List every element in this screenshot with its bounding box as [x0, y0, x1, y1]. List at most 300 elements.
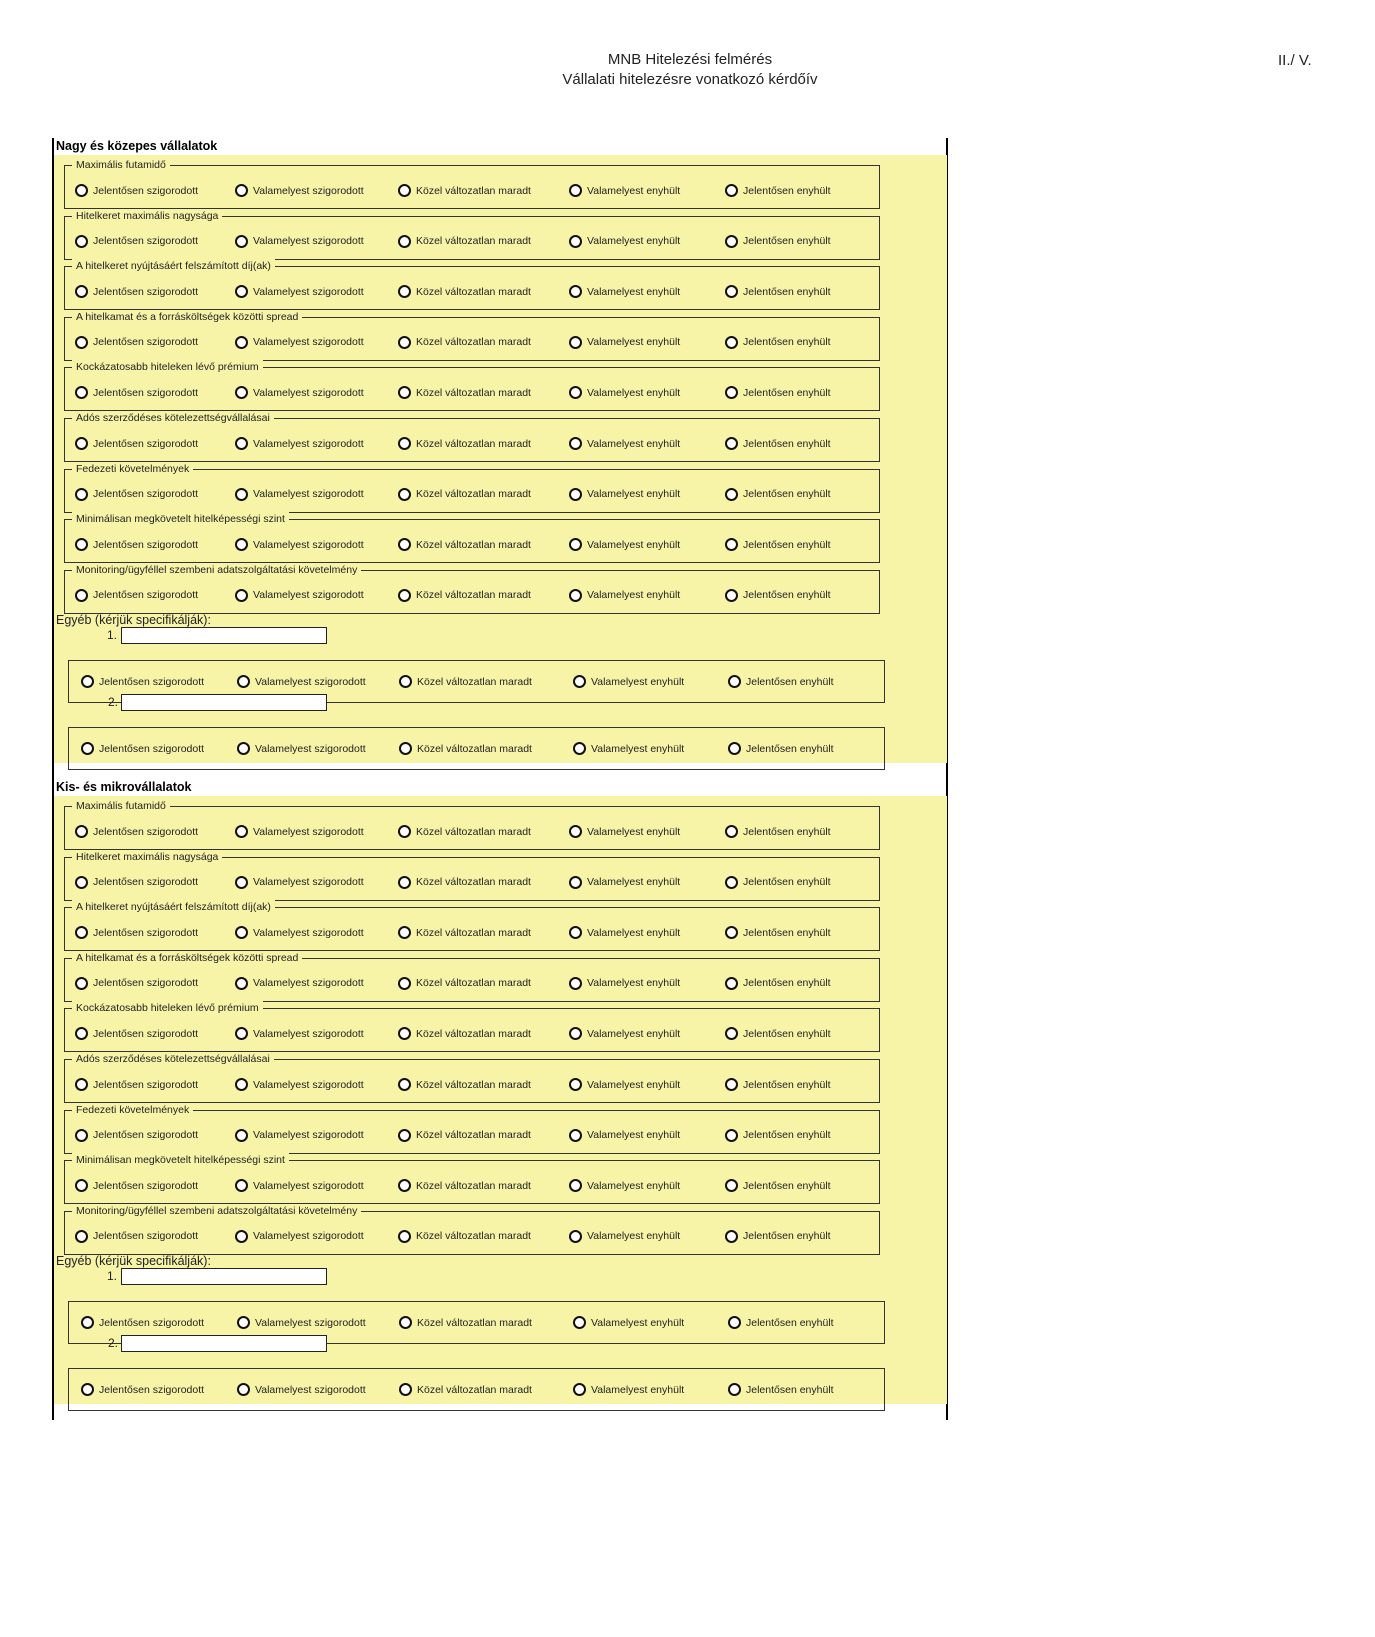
radio-label: Jelentősen enyhült — [743, 1027, 831, 1040]
radio-circle-icon[interactable] — [569, 285, 582, 298]
radio-circle-icon[interactable] — [569, 1230, 582, 1243]
radio-option[interactable] — [399, 742, 532, 755]
radio-option[interactable] — [81, 675, 204, 688]
radio-circle-icon[interactable] — [725, 1129, 738, 1142]
radio-option[interactable] — [398, 825, 531, 838]
radio-circle-icon[interactable] — [235, 488, 248, 501]
radio-option[interactable] — [235, 538, 364, 551]
radio-label: Valamelyest szigorodott — [253, 876, 364, 889]
radio-circle-icon[interactable] — [235, 926, 248, 939]
radio-option[interactable] — [569, 977, 680, 990]
radio-circle-icon[interactable] — [569, 437, 582, 450]
radio-option[interactable] — [235, 386, 364, 399]
radio-option[interactable] — [569, 1179, 680, 1192]
radio-option[interactable] — [569, 1078, 680, 1091]
radio-circle-icon[interactable] — [398, 876, 411, 889]
radio-option[interactable] — [75, 1027, 198, 1040]
radio-circle-icon[interactable] — [569, 825, 582, 838]
criterion-group — [64, 1002, 880, 1052]
radio-circle-icon[interactable] — [728, 1383, 741, 1396]
radio-label: Jelentősen enyhült — [743, 538, 831, 551]
radio-option[interactable] — [725, 285, 831, 298]
radio-option[interactable] — [725, 336, 831, 349]
radio-option[interactable] — [725, 589, 831, 602]
radio-option[interactable] — [725, 977, 831, 990]
radio-option[interactable] — [398, 235, 531, 248]
radio-circle-icon[interactable] — [75, 589, 88, 602]
radio-label: Valamelyest enyhült — [587, 926, 681, 939]
radio-circle-icon[interactable] — [398, 589, 411, 602]
radio-circle-icon[interactable] — [75, 1129, 88, 1142]
radio-label: Jelentősen enyhült — [746, 742, 834, 755]
radio-circle-icon[interactable] — [569, 977, 582, 990]
criterion-group — [64, 462, 880, 513]
radio-label: Valamelyest szigorodott — [253, 538, 364, 551]
radio-circle-icon[interactable] — [81, 1383, 94, 1396]
radio-circle-icon[interactable] — [725, 1027, 738, 1040]
radio-circle-icon[interactable] — [237, 742, 250, 755]
radio-option[interactable] — [75, 437, 198, 450]
radio-option[interactable] — [75, 977, 198, 990]
radio-label: Valamelyest enyhült — [587, 488, 681, 501]
radio-label: Jelentősen szigorodott — [93, 1078, 199, 1091]
radio-option[interactable] — [75, 926, 198, 939]
radio-option[interactable] — [398, 336, 531, 349]
radio-circle-icon[interactable] — [398, 285, 411, 298]
radio-circle-icon[interactable] — [235, 1179, 248, 1192]
radio-option[interactable] — [569, 336, 680, 349]
radio-circle-icon[interactable] — [235, 876, 248, 889]
radio-option[interactable] — [725, 386, 831, 399]
radio-label: Valamelyest szigorodott — [255, 1316, 366, 1329]
radio-circle-icon[interactable] — [725, 336, 738, 349]
radio-circle-icon[interactable] — [75, 386, 88, 399]
radio-label: Valamelyest enyhült — [587, 1129, 681, 1142]
radio-label: Valamelyest enyhült — [587, 1027, 681, 1040]
radio-circle-icon[interactable] — [725, 1179, 738, 1192]
radio-circle-icon[interactable] — [573, 1383, 586, 1396]
radio-circle-icon[interactable] — [237, 1383, 250, 1396]
radio-label: Valamelyest szigorodott — [253, 184, 364, 197]
radio-option[interactable] — [237, 742, 366, 755]
radio-option[interactable] — [398, 184, 531, 197]
radio-option[interactable] — [235, 1129, 364, 1142]
radio-circle-icon[interactable] — [728, 742, 741, 755]
radio-label: Jelentősen enyhült — [743, 825, 831, 838]
radio-option[interactable] — [235, 926, 364, 939]
radio-label: Jelentősen szigorodott — [93, 977, 199, 990]
radio-circle-icon[interactable] — [235, 235, 248, 248]
radio-circle-icon[interactable] — [569, 184, 582, 197]
criterion-label: Adós szerződéses kötelezettségvállalásai — [72, 1052, 274, 1066]
survey-subtitle: Vállalati hitelezésre vonatkozó kérdőív — [562, 71, 818, 88]
radio-circle-icon[interactable] — [75, 538, 88, 551]
radio-circle-icon[interactable] — [398, 538, 411, 551]
radio-circle-icon[interactable] — [725, 926, 738, 939]
radio-circle-icon[interactable] — [235, 1230, 248, 1243]
radio-circle-icon[interactable] — [725, 386, 738, 399]
radio-circle-icon[interactable] — [728, 675, 741, 688]
criterion-group — [64, 800, 880, 850]
criterion-label: Kockázatosabb hiteleken lévő prémium — [72, 360, 263, 374]
radio-option[interactable] — [725, 1027, 831, 1040]
radio-circle-icon[interactable] — [725, 1230, 738, 1243]
radio-option[interactable] — [398, 1078, 531, 1091]
radio-label: Valamelyest enyhült — [587, 1179, 681, 1192]
radio-label: Közel változatlan maradt — [416, 285, 531, 298]
radio-circle-icon[interactable] — [573, 742, 586, 755]
radio-option[interactable] — [235, 1027, 364, 1040]
radio-circle-icon[interactable] — [398, 386, 411, 399]
radio-label: Jelentősen szigorodott — [93, 1230, 199, 1243]
radio-option[interactable] — [398, 589, 531, 602]
radio-circle-icon[interactable] — [75, 1078, 88, 1091]
radio-option[interactable] — [398, 488, 531, 501]
radio-circle-icon[interactable] — [237, 675, 250, 688]
radio-option[interactable] — [75, 235, 198, 248]
radio-circle-icon[interactable] — [725, 184, 738, 197]
radio-circle-icon[interactable] — [81, 742, 94, 755]
radio-label: Jelentősen szigorodott — [93, 184, 199, 197]
radio-circle-icon[interactable] — [399, 1383, 412, 1396]
radio-label: Jelentősen szigorodott — [93, 488, 199, 501]
radio-option[interactable] — [569, 589, 680, 602]
radio-option[interactable] — [75, 538, 198, 551]
radio-circle-icon[interactable] — [569, 589, 582, 602]
radio-label: Valamelyest enyhült — [587, 538, 681, 551]
radio-option[interactable] — [235, 285, 364, 298]
radio-circle-icon[interactable] — [75, 1027, 88, 1040]
radio-label: Jelentősen szigorodott — [93, 825, 199, 838]
radio-circle-icon[interactable] — [569, 926, 582, 939]
radio-option[interactable] — [725, 488, 831, 501]
criterion-label: Kockázatosabb hiteleken lévő prémium — [72, 1001, 263, 1015]
radio-option[interactable] — [235, 1230, 364, 1243]
radio-option[interactable] — [569, 1129, 680, 1142]
radio-circle-icon[interactable] — [81, 675, 94, 688]
radio-option[interactable] — [573, 675, 684, 688]
radio-option[interactable] — [725, 235, 831, 248]
radio-option[interactable] — [237, 1383, 366, 1396]
radio-option[interactable] — [75, 488, 198, 501]
radio-option[interactable] — [235, 1179, 364, 1192]
radio-circle-icon[interactable] — [398, 1078, 411, 1091]
radio-label: Valamelyest enyhült — [587, 1078, 681, 1091]
radio-circle-icon[interactable] — [398, 336, 411, 349]
radio-option[interactable] — [398, 538, 531, 551]
radio-option[interactable] — [569, 926, 680, 939]
radio-circle-icon[interactable] — [235, 285, 248, 298]
radio-circle-icon[interactable] — [569, 235, 582, 248]
radio-circle-icon[interactable] — [235, 184, 248, 197]
radio-option[interactable] — [75, 589, 198, 602]
radio-label: Közel változatlan maradt — [417, 742, 532, 755]
radio-option[interactable] — [569, 386, 680, 399]
radio-label: Jelentősen szigorodott — [93, 589, 199, 602]
other-item-number: 1. — [107, 1269, 118, 1283]
radio-option[interactable] — [573, 742, 684, 755]
radio-circle-icon[interactable] — [725, 589, 738, 602]
criterion-group — [64, 1204, 880, 1255]
radio-circle-icon[interactable] — [237, 1316, 250, 1329]
radio-option[interactable] — [569, 876, 680, 889]
radio-option[interactable] — [81, 1316, 204, 1329]
radio-option[interactable] — [725, 1078, 831, 1091]
radio-circle-icon[interactable] — [75, 926, 88, 939]
radio-circle-icon[interactable] — [398, 1129, 411, 1142]
radio-label: Jelentősen szigorodott — [93, 437, 199, 450]
radio-option[interactable] — [573, 1316, 684, 1329]
radio-circle-icon[interactable] — [569, 876, 582, 889]
radio-label: Valamelyest enyhült — [587, 184, 681, 197]
radio-circle-icon[interactable] — [398, 235, 411, 248]
radio-label: Közel változatlan maradt — [417, 1316, 532, 1329]
radio-option[interactable] — [81, 1383, 204, 1396]
radio-circle-icon[interactable] — [398, 437, 411, 450]
radio-option[interactable] — [75, 285, 198, 298]
radio-circle-icon[interactable] — [725, 285, 738, 298]
radio-circle-icon[interactable] — [235, 589, 248, 602]
radio-option[interactable] — [75, 876, 198, 889]
radio-circle-icon[interactable] — [235, 1129, 248, 1142]
radio-option[interactable] — [725, 1129, 831, 1142]
radio-circle-icon[interactable] — [75, 336, 88, 349]
radio-circle-icon[interactable] — [569, 488, 582, 501]
radio-label: Valamelyest enyhült — [587, 876, 681, 889]
radio-option[interactable] — [728, 1383, 834, 1396]
radio-label: Jelentősen enyhült — [743, 1129, 831, 1142]
radio-circle-icon[interactable] — [399, 1316, 412, 1329]
radio-circle-icon[interactable] — [75, 1230, 88, 1243]
radio-circle-icon[interactable] — [75, 184, 88, 197]
other-text-input[interactable] — [121, 694, 327, 711]
radio-option[interactable] — [235, 1078, 364, 1091]
radio-label: Közel változatlan maradt — [416, 1179, 531, 1192]
other-item-number: 1. — [107, 628, 118, 642]
radio-label: Valamelyest enyhült — [587, 589, 681, 602]
radio-option[interactable] — [235, 235, 364, 248]
radio-option[interactable] — [728, 1316, 834, 1329]
radio-option[interactable] — [398, 386, 531, 399]
radio-circle-icon[interactable] — [398, 977, 411, 990]
radio-option[interactable] — [725, 538, 831, 551]
radio-circle-icon[interactable] — [75, 285, 88, 298]
radio-circle-icon[interactable] — [81, 1316, 94, 1329]
other-criterion-group — [68, 727, 885, 770]
radio-circle-icon[interactable] — [399, 675, 412, 688]
radio-circle-icon[interactable] — [569, 1027, 582, 1040]
radio-circle-icon[interactable] — [398, 926, 411, 939]
radio-option[interactable] — [398, 1230, 531, 1243]
radio-option[interactable] — [569, 538, 680, 551]
radio-circle-icon[interactable] — [398, 825, 411, 838]
radio-option[interactable] — [569, 488, 680, 501]
radio-option[interactable] — [398, 876, 531, 889]
radio-option[interactable] — [235, 876, 364, 889]
radio-label: Valamelyest enyhült — [587, 977, 681, 990]
radio-circle-icon[interactable] — [235, 386, 248, 399]
radio-option[interactable] — [569, 235, 680, 248]
radio-label: Jelentősen enyhült — [743, 437, 831, 450]
radio-option[interactable] — [725, 1179, 831, 1192]
criterion-group — [64, 310, 880, 361]
radio-label: Valamelyest szigorodott — [255, 742, 366, 755]
radio-circle-icon[interactable] — [75, 235, 88, 248]
radio-circle-icon[interactable] — [569, 538, 582, 551]
radio-option[interactable] — [75, 386, 198, 399]
radio-option[interactable] — [569, 184, 680, 197]
radio-circle-icon[interactable] — [398, 488, 411, 501]
radio-label: Közel változatlan maradt — [416, 926, 531, 939]
radio-circle-icon[interactable] — [725, 876, 738, 889]
radio-option[interactable] — [399, 1316, 532, 1329]
radio-option[interactable] — [235, 589, 364, 602]
radio-label: Közel változatlan maradt — [416, 876, 531, 889]
criterion-label: Maximális futamidő — [72, 158, 170, 172]
radio-option[interactable] — [725, 184, 831, 197]
radio-circle-icon[interactable] — [398, 184, 411, 197]
radio-option[interactable] — [725, 876, 831, 889]
other-text-input[interactable] — [121, 1335, 327, 1352]
radio-option[interactable] — [235, 437, 364, 450]
radio-option[interactable] — [569, 285, 680, 298]
radio-option[interactable] — [75, 1230, 198, 1243]
other-text-input[interactable] — [121, 1268, 327, 1285]
criterion-group — [64, 412, 880, 462]
radio-circle-icon[interactable] — [398, 1230, 411, 1243]
radio-option[interactable] — [728, 675, 834, 688]
other-text-input[interactable] — [121, 627, 327, 644]
radio-label: Jelentősen enyhült — [743, 336, 831, 349]
radio-circle-icon[interactable] — [573, 675, 586, 688]
radio-label: Jelentősen szigorodott — [93, 336, 199, 349]
radio-option[interactable] — [75, 1129, 198, 1142]
radio-option[interactable] — [725, 1230, 831, 1243]
section-title: Nagy és közepes vállalatok — [56, 139, 218, 153]
radio-circle-icon[interactable] — [75, 488, 88, 501]
radio-option[interactable] — [235, 488, 364, 501]
radio-circle-icon[interactable] — [75, 977, 88, 990]
other-criterion-group — [68, 1368, 885, 1411]
radio-label: Jelentősen enyhült — [743, 488, 831, 501]
radio-circle-icon[interactable] — [725, 1078, 738, 1091]
radio-circle-icon[interactable] — [569, 336, 582, 349]
radio-option[interactable] — [75, 184, 198, 197]
radio-circle-icon[interactable] — [75, 825, 88, 838]
radio-circle-icon[interactable] — [235, 336, 248, 349]
radio-option[interactable] — [398, 926, 531, 939]
radio-option[interactable] — [398, 1179, 531, 1192]
radio-option[interactable] — [235, 336, 364, 349]
radio-option[interactable] — [399, 1383, 532, 1396]
radio-circle-icon[interactable] — [398, 1027, 411, 1040]
radio-circle-icon[interactable] — [725, 825, 738, 838]
radio-label: Jelentősen enyhült — [743, 1179, 831, 1192]
criterion-group — [64, 951, 880, 1002]
radio-circle-icon[interactable] — [725, 488, 738, 501]
radio-label: Valamelyest szigorodott — [255, 1383, 366, 1396]
radio-option[interactable] — [75, 825, 198, 838]
criterion-label: Adós szerződéses kötelezettségvállalásai — [72, 411, 274, 425]
radio-option[interactable] — [235, 977, 364, 990]
criterion-group — [64, 159, 880, 209]
radio-option[interactable] — [728, 742, 834, 755]
radio-option[interactable] — [725, 926, 831, 939]
radio-circle-icon[interactable] — [569, 386, 582, 399]
radio-option[interactable] — [398, 977, 531, 990]
criterion-label: A hitelkamat és a forrásköltségek közötti spread — [72, 310, 302, 324]
radio-option[interactable] — [398, 1027, 531, 1040]
radio-option[interactable] — [725, 825, 831, 838]
radio-option[interactable] — [235, 825, 364, 838]
radio-label: Jelentősen szigorodott — [93, 876, 199, 889]
radio-circle-icon[interactable] — [235, 1078, 248, 1091]
radio-circle-icon[interactable] — [569, 1129, 582, 1142]
radio-option[interactable] — [569, 825, 680, 838]
radio-circle-icon[interactable] — [235, 977, 248, 990]
radio-option[interactable] — [398, 285, 531, 298]
radio-label: Közel változatlan maradt — [416, 235, 531, 248]
radio-circle-icon[interactable] — [399, 742, 412, 755]
radio-circle-icon[interactable] — [235, 825, 248, 838]
radio-label: Jelentősen enyhült — [743, 589, 831, 602]
radio-circle-icon[interactable] — [235, 1027, 248, 1040]
radio-option[interactable] — [573, 1383, 684, 1396]
radio-label: Valamelyest enyhült — [587, 386, 681, 399]
criterion-group — [64, 901, 880, 951]
radio-circle-icon[interactable] — [725, 538, 738, 551]
radio-option[interactable] — [81, 742, 204, 755]
radio-option[interactable] — [235, 184, 364, 197]
radio-option[interactable] — [399, 675, 532, 688]
radio-label: Valamelyest enyhült — [591, 742, 685, 755]
radio-circle-icon[interactable] — [725, 437, 738, 450]
radio-option[interactable] — [75, 1179, 198, 1192]
radio-option[interactable] — [725, 437, 831, 450]
radio-circle-icon[interactable] — [75, 876, 88, 889]
radio-circle-icon[interactable] — [75, 1179, 88, 1192]
radio-option[interactable] — [237, 675, 366, 688]
radio-circle-icon[interactable] — [725, 977, 738, 990]
radio-circle-icon[interactable] — [235, 437, 248, 450]
radio-circle-icon[interactable] — [398, 1179, 411, 1192]
radio-label: Közel változatlan maradt — [416, 538, 531, 551]
radio-option[interactable] — [398, 437, 531, 450]
radio-option[interactable] — [569, 1027, 680, 1040]
radio-option[interactable] — [569, 437, 680, 450]
radio-circle-icon[interactable] — [725, 235, 738, 248]
criterion-label: Fedezeti követelmények — [72, 462, 193, 476]
radio-option[interactable] — [237, 1316, 366, 1329]
radio-option[interactable] — [398, 1129, 531, 1142]
radio-circle-icon[interactable] — [75, 437, 88, 450]
radio-circle-icon[interactable] — [569, 1078, 582, 1091]
radio-label: Jelentősen szigorodott — [93, 1027, 199, 1040]
radio-circle-icon[interactable] — [235, 538, 248, 551]
radio-option[interactable] — [75, 1078, 198, 1091]
radio-circle-icon[interactable] — [573, 1316, 586, 1329]
radio-circle-icon[interactable] — [728, 1316, 741, 1329]
radio-label: Jelentősen szigorodott — [99, 1316, 205, 1329]
radio-label: Közel változatlan maradt — [416, 336, 531, 349]
radio-circle-icon[interactable] — [569, 1179, 582, 1192]
criterion-label: Hitelkeret maximális nagysága — [72, 209, 222, 223]
radio-label: Jelentősen enyhült — [746, 1383, 834, 1396]
radio-option[interactable] — [569, 1230, 680, 1243]
radio-option[interactable] — [75, 336, 198, 349]
radio-label: Valamelyest szigorodott — [253, 589, 364, 602]
radio-label: Valamelyest szigorodott — [253, 235, 364, 248]
